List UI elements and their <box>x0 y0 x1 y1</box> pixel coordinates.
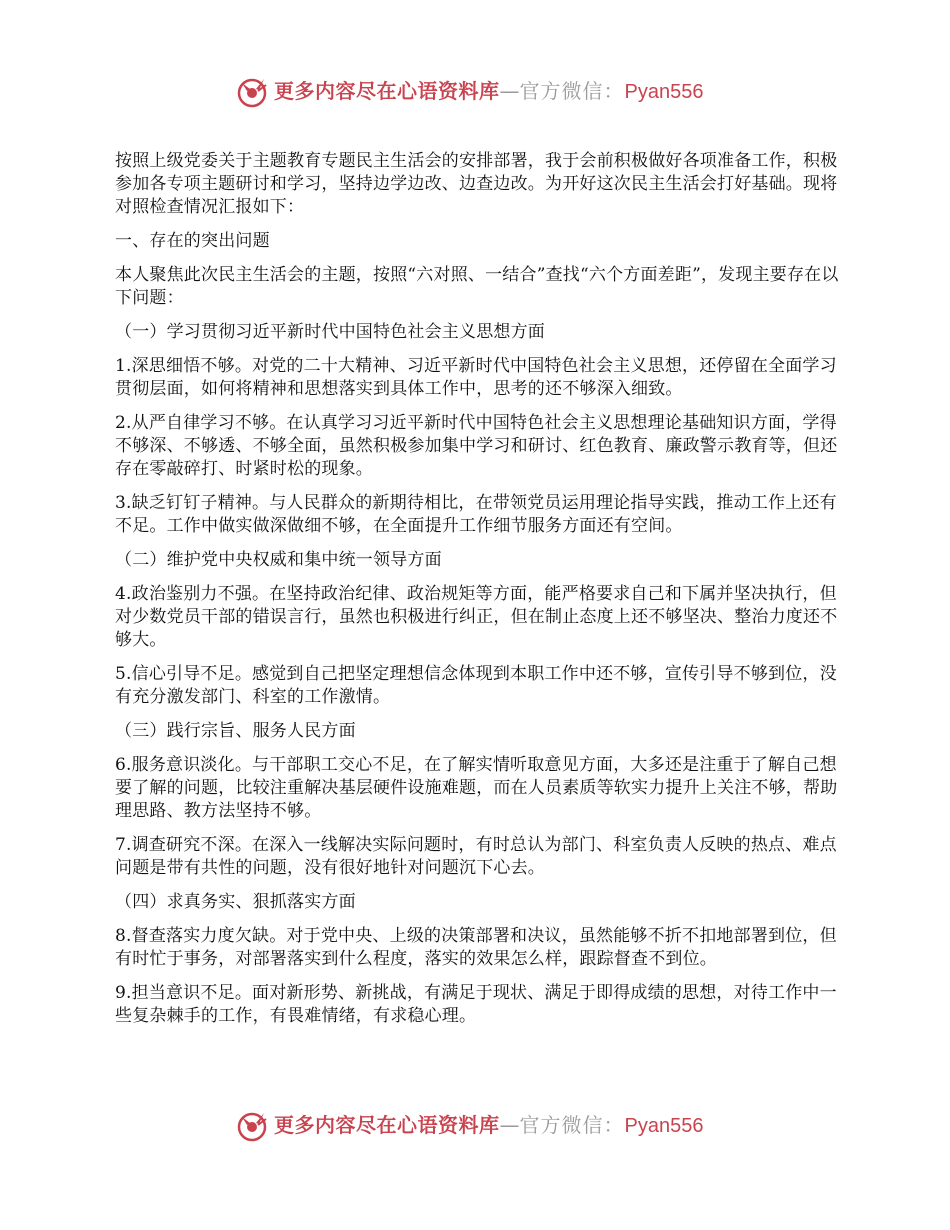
summary-paragraph: 本人聚焦此次民主生活会的主题，按照“六对照、一结合”查找“六个方面差距”，发现主要存在以下问题： <box>115 265 839 308</box>
subsection-heading-2: （二）维护党中央权威和集中统一领导方面 <box>115 550 442 570</box>
issue-paragraph-3: 3.缺乏钉钉子精神。与人民群众的新期待相比，在带领党员运用理论指导实践，推动工作上还有不足。工作中做实做深做细不够，在全面提升工作细节服务方面还有空间。 <box>115 493 837 536</box>
brand-logo-icon <box>236 1109 270 1143</box>
subsection-heading-3: （三）践行宗旨、服务人民方面 <box>115 721 356 741</box>
banner-sub-text: 官方微信： <box>519 1113 625 1137</box>
banner-wechat-id: Pyan556 <box>624 1115 704 1137</box>
banner-sub-text: 官方微信： <box>519 79 625 103</box>
banner-text <box>274 74 703 109</box>
footer-banner <box>236 1108 703 1143</box>
brand-logo-icon <box>236 75 270 109</box>
banner-text <box>274 1108 703 1143</box>
banner-dash: — <box>499 1113 520 1137</box>
banner-dash: — <box>499 79 520 103</box>
header-banner <box>236 74 703 109</box>
issue-paragraph-2: 2.从严自律学习不够。在认真学习习近平新时代中国特色社会主义思想理论基础知识方面，学得不够深、不够透、不够全面，虽然积极参加集中学习和研讨、红色教育、廉政警示教育等，但还存在零敲碎打、时紧时松的现象。 <box>115 413 838 479</box>
issue-paragraph-9: 9.担当意识不足。面对新形势、新挑战，有满足于现状、满足于即得成绩的思想，对待工作中一些复杂棘手的工作，有畏难情绪，有求稳心理。 <box>115 983 837 1026</box>
intro-paragraph: 按照上级党委关于主题教育专题民主生活会的安排部署，我于会前积极做好各项准备工作，积极参加各专项主题研讨和学习，坚持边学边改、边查边改。为开好这次民主生活会打好基础。现将对照检查情况汇报如下： <box>115 151 838 217</box>
issue-paragraph-1: 1.深思细悟不够。对党的二十大精神、习近平新时代中国特色社会主义思想，还停留在全面学习贯彻层面，如何将精神和思想落实到具体工作中，思考的还不够深入细致。 <box>115 356 837 399</box>
document-body <box>115 150 845 1039</box>
subsection-heading-4: （四）求真务实、狠抓落实方面 <box>115 892 356 912</box>
subsection-heading-1: （一）学习贯彻习近平新时代中国特色社会主义思想方面 <box>115 322 545 342</box>
issue-paragraph-4: 4.政治鉴别力不强。在坚持政治纪律、政治规矩等方面，能严格要求自己和下属并坚决执行，但对少数党员干部的错误言行，虽然也积极进行纠正，但在制止态度上还不够坚决、整治力度还不够大。 <box>115 584 838 650</box>
issue-paragraph-8: 8.督查落实力度欠缺。对于党中央、上级的决策部署和决议，虽然能够不折不扣地部署到位，但有时忙于事务，对部署落实到什么程度，落实的效果怎么样，跟踪督查不到位。 <box>115 926 837 969</box>
banner-wechat-id: Pyan556 <box>624 81 704 103</box>
issue-paragraph-6: 6.服务意识淡化。与干部职工交心不足，在了解实情听取意见方面，大多还是注重于了解自己想要了解的问题，比较注重解决基层硬件设施难题，而在人员素质等软实力提升上关注不够，帮助理思路、教方法坚持不够。 <box>115 755 838 821</box>
banner-main-text: 更多内容尽在心语资料库 <box>274 79 500 103</box>
issue-paragraph-7: 7.调查研究不深。在深入一线解决实际问题时，有时总认为部门、科室负责人反映的热点、难点问题是带有共性的问题，没有很好地针对问题沉下心去。 <box>115 835 837 878</box>
issue-paragraph-5: 5.信心引导不足。感觉到自己把坚定理想信念体现到本职工作中还不够，宣传引导不够到位，没有充分激发部门、科室的工作激情。 <box>115 664 837 707</box>
banner-main-text: 更多内容尽在心语资料库 <box>274 1113 500 1137</box>
section-heading: 一、存在的突出问题 <box>115 231 270 251</box>
